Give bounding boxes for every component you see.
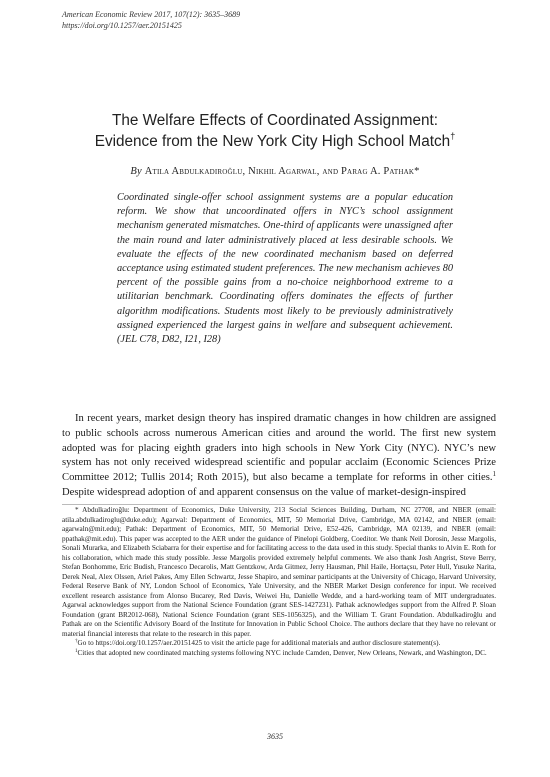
title-dagger-marker: † <box>450 131 456 141</box>
intro-paragraph <box>62 412 496 501</box>
title-line-2 <box>50 131 500 152</box>
page-number: 3635 <box>267 732 283 741</box>
abstract: Coordinated single-offer school assignment systems are a popular education reform. We show that uncoordinated offers in NYC’s school assignment mechanism generated mismatches. One-third of applicants were unassigned after the main round and later administratively placed at less desirable schools. We evaluate the effects of the new coordinated mechanism based on deferred acceptance using estimated student preferences. The new mechanism achieves 80 percent of the possible gains from a no-choice neighborhood extreme to a utilitarian benchmark. Coordinating offers dominates the effects of further algorithm modifications. Students most likely to be previously administratively assigned experienced the largest gains in welfare and subsequent achievement. (JEL C78, D82, I21, I28) <box>117 192 453 346</box>
footnote-1-marker: 1 <box>75 648 78 654</box>
footnote-dagger-marker: † <box>75 639 78 644</box>
footnotes <box>62 506 496 658</box>
author-line <box>30 166 520 177</box>
journal-header <box>62 10 240 31</box>
intro-text-2: Despite widespread adoption of and apparent consensus on the value of market-design-inspired <box>62 486 466 498</box>
journal-doi: https://doi.org/10.1257/aer.20151425 <box>62 20 182 30</box>
footnote-1-text: Cities that adopted new coordinated matching systems following NYC include Camden, Denver, New Orleans, Newark, and Washington, DC. <box>77 648 487 657</box>
title-line-2-text: Evidence from the New York City High School Match <box>94 133 451 150</box>
title-line-1: The Welfare Effects of Coordinated Assignment: <box>112 112 438 129</box>
footnote-dagger-text: Go to https://doi.org/10.1257/aer.20151425 to visit the article page for additional materials and author disclosure statement(s). <box>77 639 441 647</box>
intro-text-1: In recent years, market design theory has inspired dramatic changes in how children are assigned to public schools across numerous American cities and around the world. The first new system adopted was for placing eighth graders into high schools in New York City (NYC). NYC’s new system has not only received widespread scientific and popular acclaim (Economic Sciences Prize Committee 2012; Tullis 2014; Roth 2015), but also became a template for reforms in other cities. <box>62 413 496 483</box>
author-names: Atila Abdulkadiroğlu, Nikhil Agarwal, and Parag A. Pathak* <box>144 166 420 177</box>
footnote-ref-1: 1 <box>492 470 496 478</box>
footnote-dagger <box>62 639 496 649</box>
journal-citation: American Economic Review 2017, 107(12): 3635–3689 <box>62 10 241 19</box>
paper-title <box>50 110 500 152</box>
footnote-affiliations: * Abdulkadiroğlu: Department of Economics, Duke University, 213 Social Sciences Building, Durham, NC 27708, and NBER (email: atila.abdulkadiroglu@duke.edu); Agarwal: Department of Economics, MIT, 50 Memorial Drive, Cambridge, MA 02142, and NBER (email: agarwaln@mit.edu); Pathak: Department of Economics, MIT, 50 Memorial Drive, E52-426, Cambridge, MA 02139, and NBER (email: ppathak@mit.edu). This paper was accepted to the AER under the guidance of Pinelopi Goldberg, Coeditor. We thank Neil Dorosin, Jesse Margolis, Sonali Murarka, and Elizabeth Sciabarra for their expertise and for facilitating access to the data used in this study. Special thanks to Alvin E. Roth for his collaboration, which made this study possible. Jesse Margolis provided extremely helpful comments. We also thank Josh Angrist, Steve Berry, Stefan Bonhomme, Eric Budish, Francesco Decarolis, Matt Gentzkow, Arda Gitmez, Jerry Hausman, Phil Haile, Hortaçsu, Peter Hull, Yusuke Narita, Derek Neal, Alex Olssen, Ariel Pakes, Amy Ellen Schwartz, Jesse Shapiro, and seminar participants at the University of Chicago, Harvard University, Federal Reserve Bank of NY, London School of Economics, Yale University, and the NBER Market Design conference for input. We received excellent research assistance from Alonso Bucarey, Red Davis, Weiwei Hu, Danielle Wedde, and a hard-working team of MIT undergraduates. Agarwal acknowledges support from the National Science Foundation (grant SES-1427231). Pathak acknowledges support from the Alfred P. Sloan Foundation (grant BR2012-068), National Science Foundation (grant SES-1056325), and the William T. Grant Foundation. Abdulkadiroğlu and Pathak are on the Scientific Advisory Board of the Institute for Innovation in Public School Choice. The authors declare that they have no relevant or material financial interests that relate to the research in this paper. <box>62 506 496 638</box>
footnote-1 <box>62 649 496 659</box>
author-by: By <box>130 166 142 177</box>
footnote-divider <box>62 504 496 505</box>
